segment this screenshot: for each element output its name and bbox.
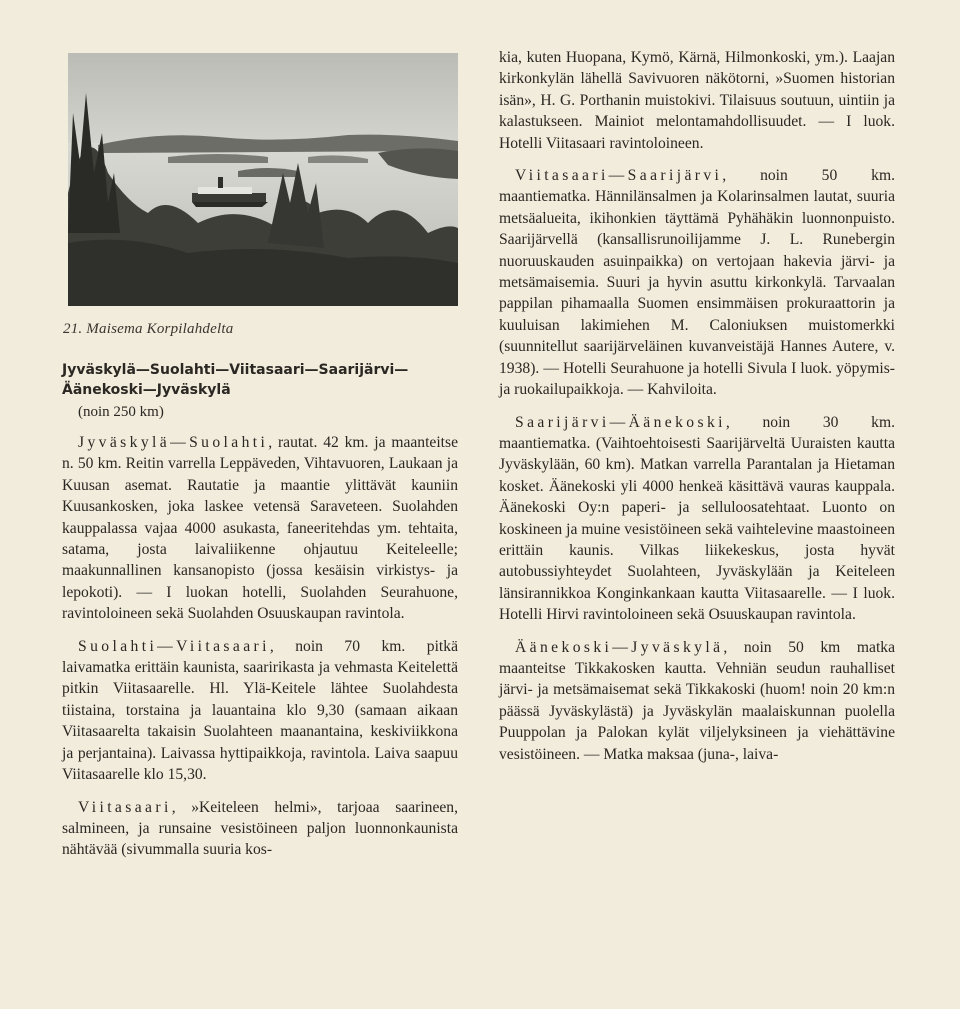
paragraph-lead: Jyväskylä—Suolahti [78,434,269,451]
paragraph-suolahti-viitasaari [62,636,458,786]
paragraph-lead: Viitasaari—Saarijärvi [515,167,723,185]
route-heading-line-2: Äänekoski—Jyväskylä [62,382,231,398]
paragraph-viitasaari [62,797,458,861]
left-column-text [62,432,458,861]
paragraph-text: , noin 30 km. maantiematka. (Vaihtoehtoisesti Saarijärveltä Uuraisten kautta Jyväskylään, 60 km). Matkan varrella Parantalan ja Hietaman kosket. Äänekoski yli 4000 henkeä käsittävä vauras kauppala. Äänekoski Oy:n paperi- ja selluloosatehtaat. Luonto on koskineen ja muine vesistöineen sekä vaihtelevine maastoineen erittäin kaunis. Vilkas liikekeskus, josta hyvät autobussiyhteydet Suolahteen, Jyväskylään ja Keiteleen länsirannikkoa Konginkankaan kautta Viitasaarelle. — I luok. Hotelli Hirvi ravintoloineen sekä Osuuskaupan ravintola. [499,413,895,624]
landscape-photo [68,53,458,306]
paragraph-lead: Suolahti—Viitasaari [78,637,270,655]
paragraph-viitasaari-continued [499,47,895,154]
right-column-text [499,47,895,765]
paragraph-text: kia, kuten Huopana, Kymö, Kärnä, Hilmonkoski, ym.). Laajan kirkonkylän lähellä Savivuoren näkötorni, »Suomen historian isän», H. G. Porthanin muistokivi. Tilaisuus soutuun, uintiin ja kalastukseen. Mainiot melontamahdollisuudet. — I luok. Hotelli Viitasaari ravintoloineen. [499,49,895,152]
route-heading [62,360,462,400]
figure-caption: 21. Maisema Korpilahdelta [63,321,234,337]
paragraph-lead: Saarijärvi—Äänekoski [515,413,726,431]
paragraph-viitasaari-saarijarvi [499,165,895,400]
paragraph-saarijarvi-aanekoski [499,412,895,626]
paragraph-text: , noin 70 km. pitkä laivamatka erittäin kaunista, saaririkasta ja vehmasta Keitelettä pitkin Viitasaarelle. Hl. Ylä-Keitele lähtee Suolahdesta tiistaina, torstaina ja lauantaina klo 9,30 (samaan aikaan Viitasaarelta takaisin Suolahteen maanantaina, keskiviikkona ja perjantaina). Laivassa hyttipaikkoja, ravintola. Laiva saapuu Viitasaarelle klo 15,30. [62,637,458,784]
paragraph-lead: Äänekoski—Jyväskylä [515,638,724,656]
paragraph-aanekoski-jyvaskyla [499,637,895,765]
paragraph-text: , noin 50 km matka maanteitse Tikkakosken kautta. Vehniän seudun rauhalliset järvi- ja metsämaisemat sekä Tikkakoski (huom! noin 20 km:n päässä Jyväskylästä) ja Jyväskylän maalaiskunnan puolella Puuppolan ja Palokan kylät viljelyksineen ja viehättävine vesistöineen. — Matka maksaa (juna-, laiva- [499,638,895,763]
lake-landscape-illustration [68,53,458,306]
paragraph-jyvaskyla-suolahti [62,432,458,625]
route-heading-line-1: Jyväskylä—Suolahti—Viitasaari—Saarijärvi— [62,362,409,378]
paragraph-lead: Viitasaari [78,798,172,816]
paragraph-text: , noin 50 km. maantiematka. Hännilänsalmen ja Kolarinsalmen lautat, suuria metsäalueita, ikihonkien täyttämä Pyhähäkin luonnonpuisto. Saarijärvellä (kansallisrunoilijamme J. L. Runebergin nuoruuskauden asuinpaikka) on vertojaan hakevia järvi- ja metsämaisemia. Suuri ja hyvin asuttu kirkonkylä. Tarvaalan pappilan pihamaalla Suomen ensimmäisen prokuraattorin ja kuuluisan lakimiehen M. Caloniuksen muistomerkki (suunnitellut saarijärveläinen kuvanveistäjä Hannes Autere, v. 1938). — Hotelli Seurahuone ja hotelli Sivula I luok. yöpymis- ja ruokailupaikkoja. — Kahviloita. [499,167,895,399]
route-distance: (noin 250 km) [78,404,164,420]
paragraph-text: , rautat. 42 km. ja maanteitse n. 50 km. Reitin varrella Leppäveden, Vihtavuoren, Laukaan ja Kuusan asemat. Rautatie ja maantie ylittävät kauniin Kuusankosken, joka laskee vetensä Saraveteen. Suolahden kauppalassa vajaa 4000 asukasta, faneeritehdas ym. tehtaita, satama, josta laivaliikenne ohjautuu Keiteleelle; maakunnallinen kansanopisto (jossa kesäisin virkistys- ja lepokoti). — I luokan hotelli, Suolahden Seurahuone, ravintoloineen sekä Suolahden Osuuskaupan ravintola. [62,434,458,623]
paragraph-text: , »Keiteleen helmi», tarjoaa saarineen, salmineen, ja runsaine vesistöineen paljon luonnonkaunista nähtävää (sivummalla suuria kos- [62,798,458,859]
